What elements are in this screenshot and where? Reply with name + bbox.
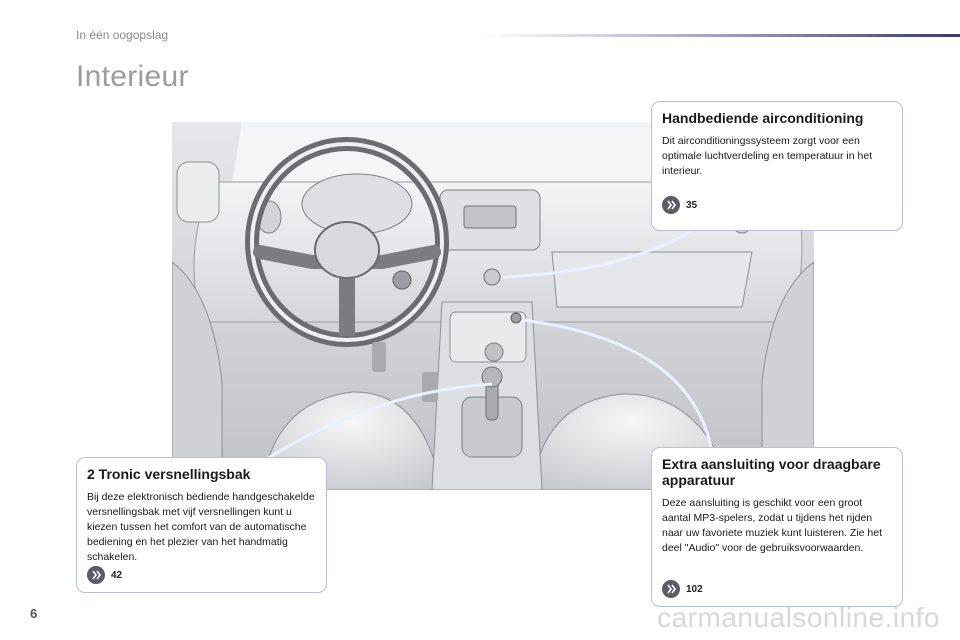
callout-aux-title: Extra aansluiting voor draagbare apparatuur (662, 456, 881, 488)
callout-airco-ref[interactable] (662, 196, 697, 214)
callout-airco-text: Dit airconditioningssysteem zorgt voor een optimale luchtverdeling en temperatuur in het interieur. (662, 135, 873, 177)
page-ref-number[interactable]: 35 (686, 199, 698, 211)
page-ref-number[interactable]: 102 (686, 583, 703, 595)
page-ref-icon (662, 196, 680, 214)
watermark: carmanualsonline.info (657, 602, 940, 633)
page-ref-number[interactable]: 42 (111, 569, 123, 581)
callout-aux-ref[interactable] (662, 580, 703, 598)
callout-airco (651, 101, 903, 231)
callout-gearbox-title: 2 Tronic versnellingsbak (87, 466, 251, 482)
callout-gearbox (76, 457, 327, 593)
callout-gearbox-text: Bij deze elektronisch bediende handgeschakelde versnellingsbak met vijf versnellingen kunt u kiezen tussen het comfort van de automatische bediening en het plezier van het handmatig schakelen. (87, 491, 315, 563)
page-ref-icon (662, 580, 680, 598)
page-number: 6 (30, 606, 38, 621)
callout-aux-text: Deze aansluiting is geschikt voor een groot aantal MP3-spelers, zodat u tijdens het rijden naar uw favoriete muziek kunt luisteren. Zie het deel "Audio" voor de gebruiksvoorwaarden. (662, 497, 883, 554)
callout-gearbox-ref[interactable] (87, 566, 122, 584)
section-header: In één oogopslag (76, 28, 169, 42)
page-ref-icon (87, 566, 105, 584)
callout-aux (651, 447, 903, 607)
header-bar (480, 34, 960, 37)
callout-airco-title: Handbediende airconditioning (662, 110, 864, 126)
page-title: Interieur (76, 60, 189, 93)
